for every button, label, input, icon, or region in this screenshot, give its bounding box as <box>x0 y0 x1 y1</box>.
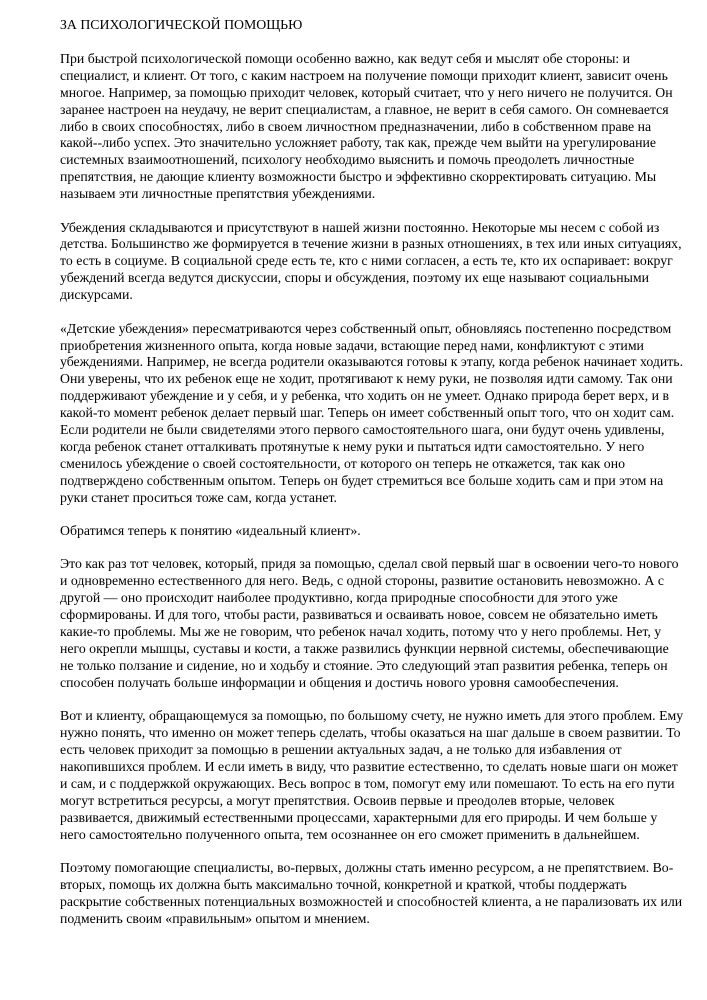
paragraph-7: Поэтому помогающие специалисты, во-первых, должны стать именно ресурсом, а не препятствием. Во-вторых, помощь их должна быть максимально точной, конкретной и краткой, чтобы поддержать раскрытие собственных потенциальных возможностей и способностей клиента, а не парализовать их или подменить своим «правильным» опытом и мнением. <box>60 859 683 926</box>
paragraph-3: «Детские убеждения» пересматриваются через собственный опыт, обновляясь постепенно посредством приобретения жизненного опыта, когда новые задачи, встающие перед нами, конфликтуют с этими убеждениями. Например, не всегда родители оказываются готовы к этапу, когда ребенок начинает ходить. Они уверены, что их ребенок еще не ходит, протягивают к нему руки, не позволяя идти самому. Так они поддерживают убеждение и у себя, и у ребенка, что ходить он не умеет. Однако природа берет верх, и в какой-то момент ребенок делает первый шаг. Теперь он имеет собственный опыт того, что он ходит сам. Если родители не были свидетелями этого первого самостоятельного шага, они будут очень удивлены, когда ребенок станет отталкивать протянутые к нему руки и пытаться идти самостоятельно. У него сменилось убеждение о своей состоятельности, от которого он теперь не откажется, так как оно подтверждено собственным опытом. Теперь он будет стремиться все больше ходить сам и при этом на руки станет проситься тоже сам, когда устанет. <box>60 320 684 505</box>
paragraph-2: Убеждения складываются и присутствуют в нашей жизни постоянно. Некоторые мы несем с собой из детства. Большинство же формируется в течение жизни в разных отношениях, в тех или иных ситуациях, то есть в социуме. В социальной среде есть те, кто с ними согласен, а есть те, кто их оспаривает: вокруг убеждений всегда ведутся дискуссии, споры и обсуждения, поэтому их еще называют социальными дискурсами. <box>60 219 682 303</box>
paragraph-1: При быстрой психологической помощи особенно важно, как ведут себя и мыслят обе стороны: и специалист, и клиент. От того, с каким настроем на получение помощи приходит клиент, зависит очень многое. Например, за помощью приходит человек, который считает, что у него ничего не получится. Он заранее настроен на неудачу, не верит специалистам, а главное, не верит в себя самого. Он сомневается либо в своих способностях, либо в своем личностном предназначении, либо в собственном праве на какой--либо успех. Это значительно усложняет работу, так как, прежде чем выйти на урегулирование системных взаимоотношений, психологу необходимо выяснить и помочь преодолеть личностные препятствия, не дающие клиенту возможности быстро и эффективно скорректировать ситуацию. Мы называем эти личностные препятствия убеждениями. <box>60 50 673 202</box>
paragraph-5: Это как раз тот человек, который, придя за помощью, сделал свой первый шаг в освоении чего-то нового и одновременно естественного для него. Ведь, с одной стороны, развитие остановить невозможно. А с другой — оно происходит наиболее продуктивно, когда природные способности для этого уже сформированы. И для того, чтобы расти, развиваться и осваивать новое, совсем не обязательно иметь какие-то проблемы. Мы же не говорим, что ребенок начал ходить, потому что у него проблемы. Нет, у него окрепли мышцы, суставы и кости, а также развились функции нервной системы, обеспечивающие не только ползание и сидение, но и ходьбу и стояние. Это следующий этап развития ребенка, теперь он способен получать больше информации и общения и достичь нового уровня самообеспечения. <box>60 556 679 690</box>
paragraph-6: Вот и клиенту, обращающемуся за помощью, по большому счету, не нужно иметь для этого проблем. Ему нужно понять, что именно он может теперь сделать, чтобы оказаться на шаг дальше в своем развитии. То есть человек приходит за помощью в решении актуальных задач, а не только для избавления от накопившихся проблем. И если иметь в виду, что развитие естественно, то сделать новые шаги он может и сам, и с поддержкой окружающих. Весь вопрос в том, помогут ему или помешают. То есть на его пути могут встретиться ресурсы, а могут препятствия. Освоив первые и преодолев вторые, человек развивается, движимый естественными процессами, характерными для его природы. И чем больше у него самостоятельно полученного опыта, тем осознаннее он его сможет применить в дальнейшем. <box>60 708 684 842</box>
document-title: ЗА ПСИХОЛОГИЧЕСКОЙ ПОМОЩЬЮ <box>60 17 303 32</box>
document-page <box>60 17 684 944</box>
paragraph-4: Обратимся теперь к понятию «идеальный клиент». <box>60 523 361 539</box>
